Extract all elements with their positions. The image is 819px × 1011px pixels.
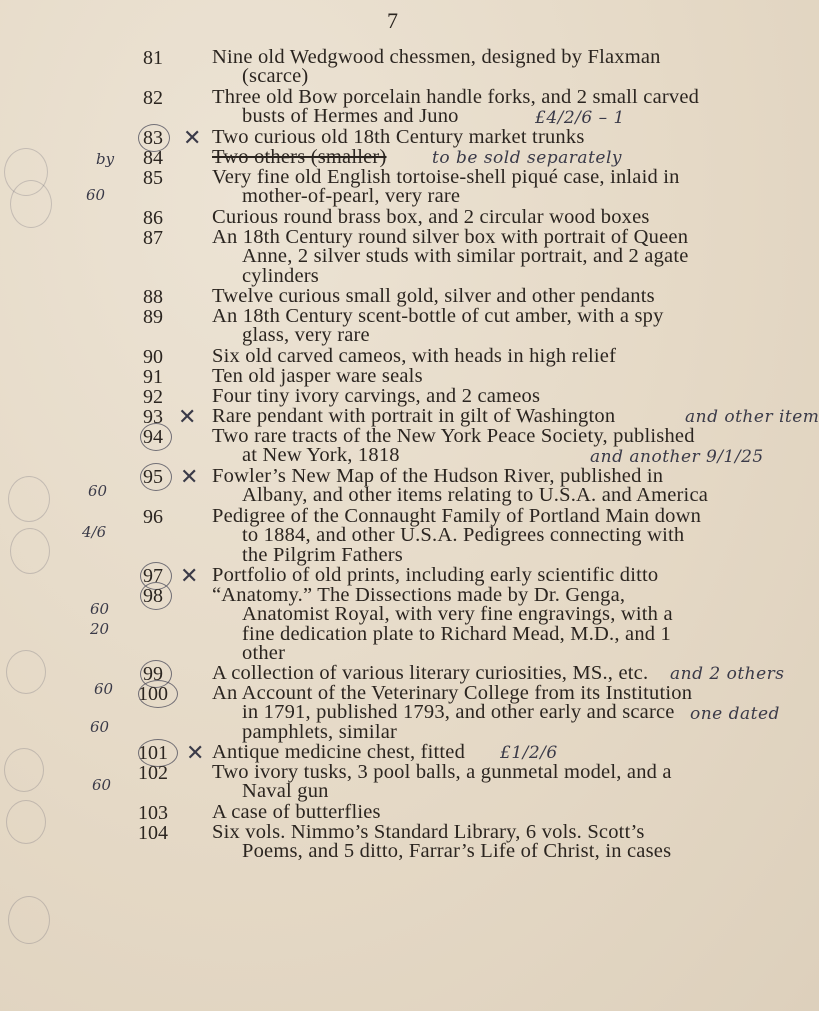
- lot-number: 83: [143, 127, 163, 149]
- lot-item: [0, 307, 800, 347]
- margin-mark: 60: [90, 600, 110, 618]
- ghost-ring: [8, 896, 50, 944]
- lot-item: [0, 148, 800, 168]
- circled-lot-ring: [140, 423, 172, 451]
- lot-item: [0, 664, 800, 684]
- margin-mark: 60: [92, 776, 112, 794]
- tick-mark: ✕: [183, 126, 202, 151]
- lot-line: “Anatomy.” The Dissections made by Dr. Genga,: [212, 584, 626, 606]
- lot-item: [0, 208, 800, 228]
- lot-item: [0, 387, 800, 407]
- lot-number: 95: [143, 466, 163, 488]
- lot-item: [0, 507, 800, 566]
- lot-line: busts of Hermes and Juno: [242, 105, 459, 128]
- lot-item: [0, 763, 800, 803]
- lot-line: Portfolio of old prints, including early scientific ditto: [212, 564, 659, 586]
- handwritten-note: one dated: [690, 704, 780, 724]
- lot-number: 86: [143, 207, 163, 229]
- tick-mark: ✕: [178, 405, 197, 430]
- lot-item: [0, 823, 800, 863]
- lot-line: Ten old jasper ware seals: [212, 365, 423, 387]
- lot-item: [0, 564, 800, 589]
- lot-item: [0, 228, 800, 287]
- lot-number: 85: [143, 167, 163, 189]
- lot-line: Anatomist Royal, with very fine engravings, with a: [242, 603, 673, 626]
- page-number: 7: [387, 8, 398, 33]
- lot-item: [0, 48, 800, 88]
- tick-mark: ✕: [180, 564, 199, 589]
- lot-number: 100: [138, 683, 168, 705]
- lot-line: Six old carved cameos, with heads in high relief: [212, 345, 617, 367]
- lot-line: in 1791, published 1793, and other early and scarce: [242, 701, 675, 724]
- lot-line: Naval gun: [242, 780, 329, 803]
- lot-number: 98: [143, 585, 163, 607]
- handwritten-note: and another: [590, 447, 701, 467]
- lot-line: Pedigree of the Connaught Family of Portland Main down: [212, 505, 702, 527]
- lot-line: Albany, and other items relating to U.S.A. and America: [242, 484, 709, 507]
- lot-line: Two rare tracts of the New York Peace Society, published: [212, 425, 695, 447]
- lot-line: at New York, 1818: [242, 444, 400, 467]
- lot-line: Twelve curious small gold, silver and other pendants: [212, 285, 655, 307]
- lot-line: Two ivory tusks, 3 pool balls, a gunmetal model, and a: [212, 761, 672, 783]
- lot-number: 84: [143, 147, 163, 169]
- lot-line: Rare pendant with portrait in gilt of Washington: [212, 405, 616, 427]
- lot-number: 103: [138, 802, 168, 824]
- handwritten-note: and 2 others: [670, 664, 785, 684]
- lot-line: Fowler’s New Map of the Hudson River, published in: [212, 465, 664, 487]
- lot-number: 81: [143, 47, 163, 69]
- margin-mark: 60: [86, 186, 106, 204]
- lot-number: 93: [143, 406, 163, 428]
- lot-line: An Account of the Veterinary College from its Institution: [212, 682, 693, 704]
- lot-line: cylinders: [242, 264, 319, 287]
- lot-line: Curious round brass box, and 2 circular wood boxes: [212, 206, 650, 228]
- margin-mark: 60: [90, 718, 110, 736]
- tick-mark: ✕: [180, 465, 199, 490]
- handwritten-date: 9/1/25: [706, 447, 764, 467]
- lot-item: [0, 427, 800, 467]
- margin-mark: 4/6: [82, 523, 107, 541]
- lot-number: 82: [143, 87, 163, 109]
- circled-lot-ring: [138, 680, 178, 708]
- margin-mark: 60: [94, 680, 114, 698]
- lot-item: [0, 684, 800, 743]
- lot-line: A collection of various literary curiosities, MS., etc.: [212, 662, 649, 684]
- margin-mark: 60: [88, 482, 108, 500]
- lot-item: [0, 367, 800, 387]
- circled-lot-ring: [140, 463, 172, 491]
- lot-line: An 18th Century scent-bottle of cut amber, with a spy: [212, 305, 664, 327]
- lot-number: 96: [143, 506, 163, 528]
- lot-number: 90: [143, 346, 163, 368]
- lot-number: 87: [143, 227, 163, 249]
- lot-number: 94: [143, 426, 163, 448]
- lot-line: the Pilgrim Fathers: [242, 543, 403, 566]
- lot-line: Four tiny ivory carvings, and 2 cameos: [212, 385, 541, 407]
- lot-item: [0, 741, 800, 766]
- lot-line: An 18th Century round silver box with portrait of Queen: [212, 226, 689, 248]
- lot-item: [0, 126, 800, 151]
- lot-line: Antique medicine chest, fitted: [212, 741, 466, 763]
- lot-number: 92: [143, 386, 163, 408]
- lot-number: 97: [143, 565, 163, 587]
- lot-line-struck: Two others (smaller): [212, 146, 387, 168]
- lot-number: 101: [138, 742, 168, 764]
- lot-line: Two curious old 18th Century market trunks: [212, 126, 585, 148]
- lot-line: fine dedication plate to Richard Mead, M.D., and 1: [242, 622, 671, 645]
- handwritten-price: £4/2/6 – 1: [535, 108, 625, 128]
- handwritten-price: £1/2/6: [500, 743, 558, 763]
- lot-item: [0, 287, 800, 307]
- lot-line: mother-of-pearl, very rare: [242, 185, 461, 208]
- lot-line: Anne, 2 silver studs with similar portrait, and 2 agate: [242, 245, 689, 268]
- lot-line: (scarce): [242, 65, 309, 88]
- circled-lot-ring: [140, 582, 172, 610]
- lot-line: other: [242, 641, 286, 664]
- handwritten-note: to be sold separately: [432, 148, 622, 168]
- lot-item: [0, 88, 800, 128]
- lot-number: 99: [143, 663, 163, 685]
- lot-number: 91: [143, 366, 163, 388]
- lot-number: 88: [143, 286, 163, 308]
- lot-item: [0, 803, 800, 823]
- lot-line: Very fine old English tortoise-shell piqué case, inlaid in: [212, 166, 680, 188]
- lot-line: Nine old Wedgwood chessmen, designed by Flaxman: [212, 46, 661, 68]
- lot-number: 104: [138, 822, 168, 844]
- lot-line: Poems, and 5 ditto, Farrar’s Life of Christ, in cases: [242, 840, 672, 863]
- lot-line: glass, very rare: [242, 324, 370, 347]
- lot-item: [0, 168, 800, 208]
- margin-mark: by: [96, 150, 115, 168]
- tick-mark: ✕: [186, 741, 205, 766]
- lot-list: [0, 46, 819, 863]
- lot-item: [0, 347, 800, 367]
- lot-line: pamphlets, similar: [242, 720, 398, 743]
- lot-line: to 1884, and other U.S.A. Pedigrees connecting with: [242, 524, 685, 547]
- handwritten-note: and other item: [685, 407, 819, 427]
- lot-number: 89: [143, 306, 163, 328]
- lot-line: Three old Bow porcelain handle forks, and 2 small carved: [212, 86, 700, 108]
- lot-item: [0, 586, 800, 664]
- lot-item: [0, 467, 800, 507]
- margin-mark: 20: [90, 620, 110, 638]
- lot-line: Six vols. Nimmo’s Standard Library, 6 vols. Scott’s: [212, 821, 645, 843]
- lot-item: [0, 405, 819, 430]
- lot-line: A case of butterflies: [212, 801, 381, 823]
- lot-number: 102: [138, 762, 168, 784]
